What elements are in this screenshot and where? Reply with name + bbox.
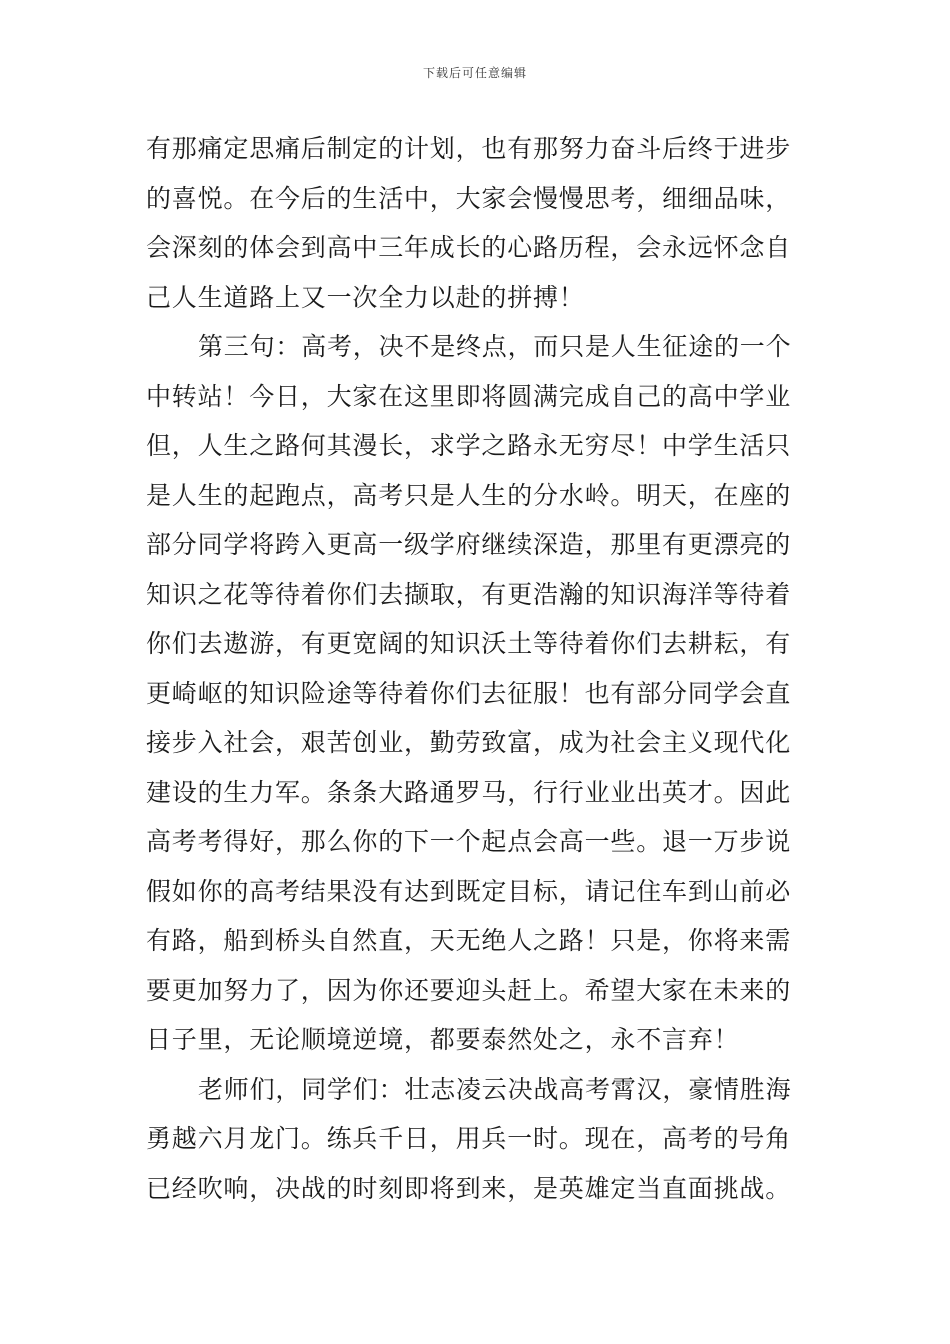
text-line: 已经吹响，决战的时刻即将到来，是英雄定当直面挑战。	[146, 1173, 792, 1203]
text-line: 更崎岖的知识险途等待着你们去征服！也有部分同学会直	[146, 678, 792, 708]
text-line: 己人生道路上又一次全力以赴的拼搏！	[146, 282, 585, 312]
text-line: 但，人生之路何其漫长，求学之路永无穷尽！中学生活只	[146, 431, 792, 460]
text-line: 的喜悦。在今后的生活中，大家会慢慢思考，细细品味，	[146, 183, 792, 213]
text-line: 中转站！今日，大家在这里即将圆满完成自己的高中学业	[146, 381, 792, 411]
text-line: 知识之花等待着你们去撷取，有更浩瀚的知识海洋等待着	[146, 579, 792, 609]
text-line: 部分同学将跨入更高一级学府继续深造，那里有更漂亮的	[146, 530, 792, 559]
text-line: 勇越六月龙门。练兵千日，用兵一时。现在，高考的号角	[146, 1124, 792, 1153]
text-line: 是人生的起跑点，高考只是人生的分水岭。明天，在座的	[146, 480, 792, 510]
page-header: 下载后可任意编辑	[422, 66, 527, 80]
text-line: 要更加努力了，因为你还要迎头赶上。希望大家在未来的	[146, 975, 792, 1005]
paragraph-first-line: 第三句：高考，决不是终点，而只是人生征途的一个	[198, 332, 792, 361]
text-line: 建设的生力军。条条大路通罗马，行行业业出英才。因此	[146, 777, 792, 807]
document-body	[146, 124, 811, 1213]
text-line: 有那痛定思痛后制定的计划，也有那努力奋斗后终于进步	[146, 134, 792, 163]
text-line: 有路，船到桥头自然直，天无绝人之路！只是，你将来需	[146, 926, 792, 955]
text-line: 高考考得好，那么你的下一个起点会高一些。退一万步说	[146, 827, 792, 856]
paragraph-first-line: 老师们，同学们：壮志凌云决战高考霄汉，豪情胜海	[198, 1074, 792, 1104]
text-line: 接步入社会，艰苦创业，勤劳致富，成为社会主义现代化	[146, 728, 792, 757]
text-line: 假如你的高考结果没有达到既定目标，请记住车到山前必	[146, 876, 792, 906]
text-line: 会深刻的体会到高中三年成长的心路历程，会永远怀念自	[146, 233, 792, 262]
text-line: 日子里，无论顺境逆境，都要泰然处之，永不言弃！	[146, 1025, 740, 1054]
text-line: 你们去遨游，有更宽阔的知识沃土等待着你们去耕耘，有	[146, 629, 792, 658]
